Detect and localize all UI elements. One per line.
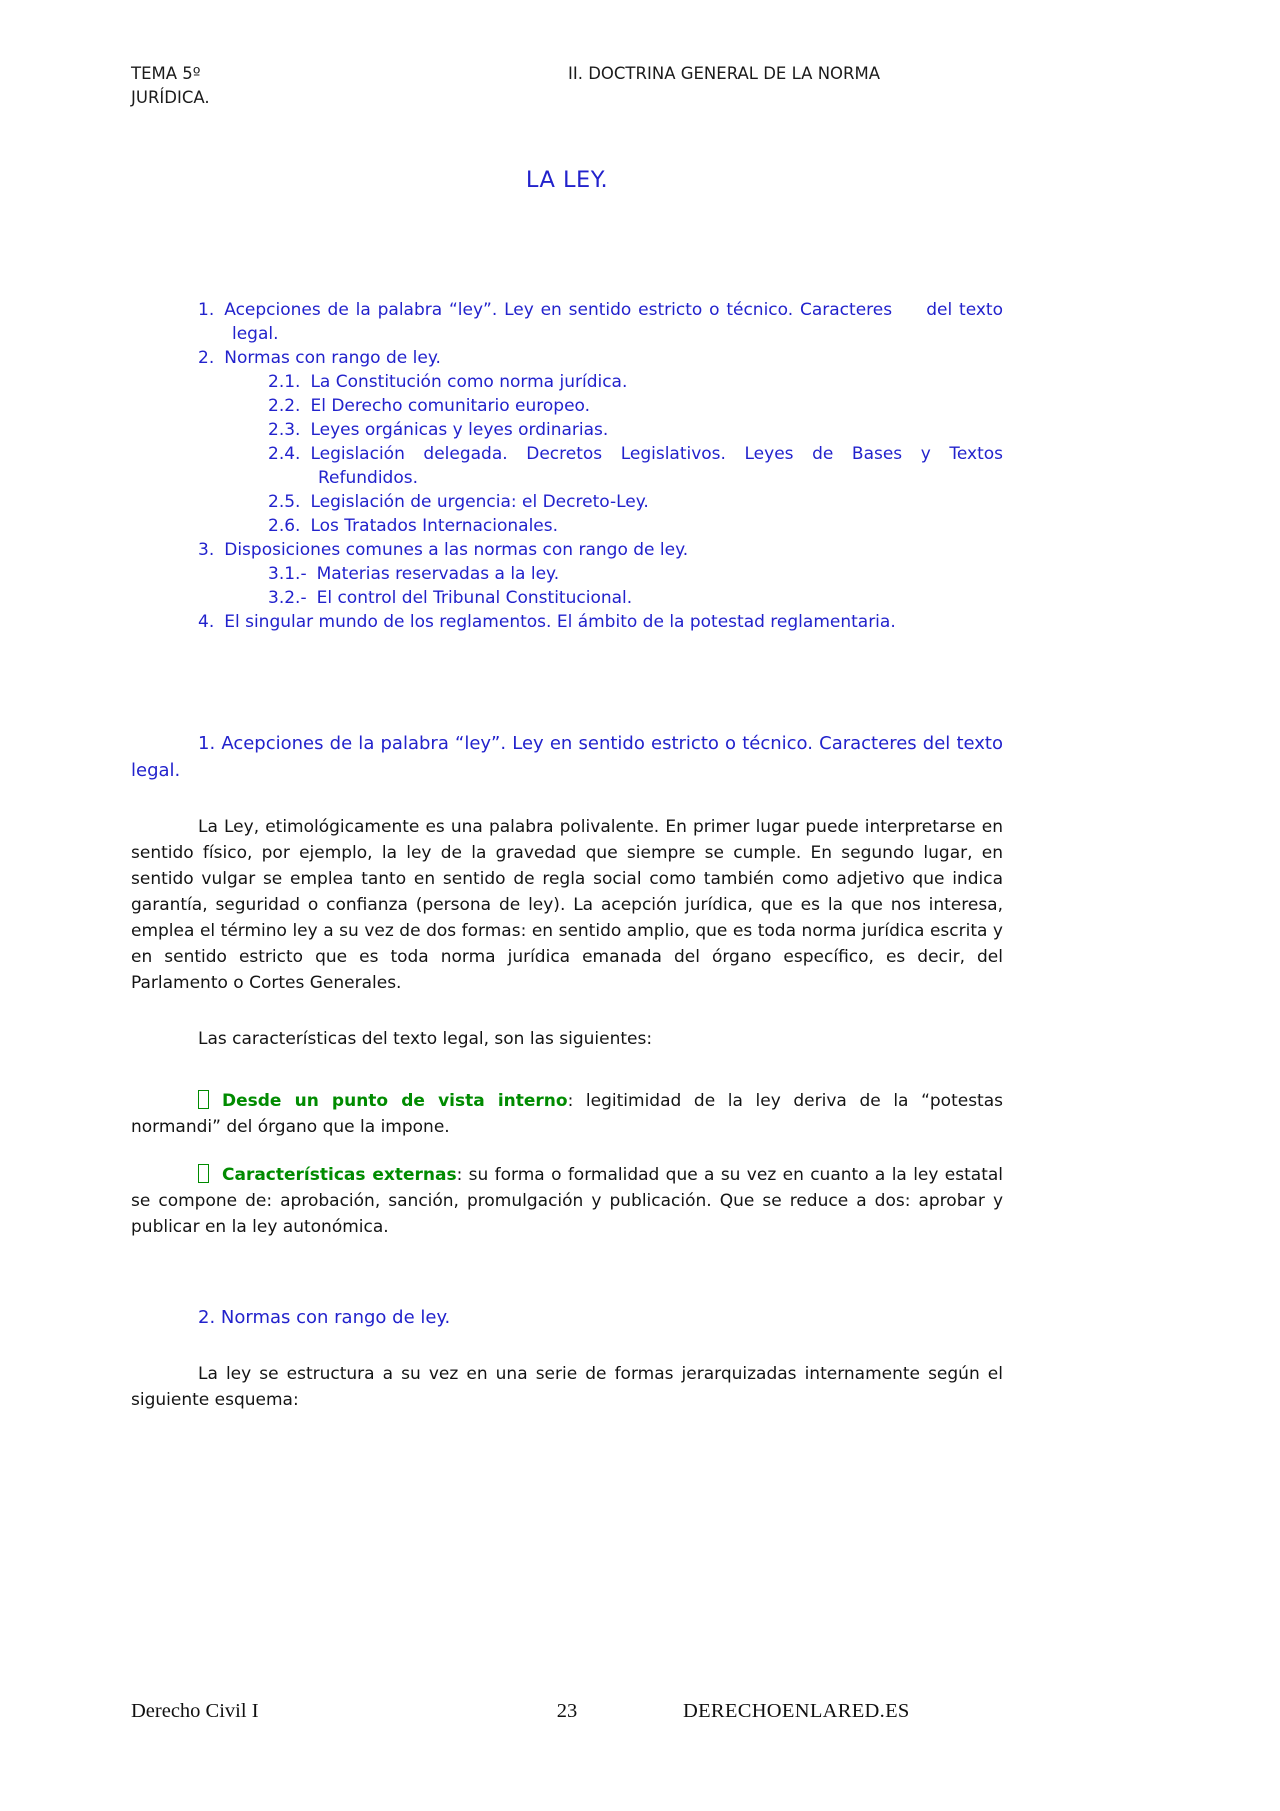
- outline-text: Legislación delegada. Decretos Legislativos. Leyes de Bases y Textos Refundidos.: [310, 444, 1003, 488]
- outline-number: 3.: [198, 540, 215, 560]
- outline-text: Acepciones de la palabra “ley”. Ley en sentido estricto o técnico. Caracteres del texto legal.: [224, 300, 1003, 344]
- header-topic-line2: JURÍDICA.: [131, 88, 210, 107]
- outline-item-4: [131, 610, 1003, 634]
- outline-item-3-2: [131, 586, 1003, 610]
- outline-number: 3.1.-: [268, 564, 307, 584]
- outline-number: 1.: [198, 300, 215, 320]
- outline-text: Los Tratados Internacionales.: [310, 516, 559, 536]
- outline-item-1: [131, 298, 1003, 346]
- outline-item-2-5: [131, 490, 1003, 514]
- bullet-text: : legitimidad de la ley deriva de la “potestas normandi” del órgano que la impone.: [131, 1091, 1003, 1137]
- header-section-title: II. DOCTRINA GENERAL DE LA NORMA: [568, 64, 881, 83]
- outline-item-2: [131, 346, 1003, 370]
- bullet-label: Desde un punto de vista interno: [222, 1091, 568, 1111]
- outline-item-2-1: [131, 370, 1003, 394]
- footer-course-name: Derecho Civil I: [131, 1700, 259, 1722]
- outline-number: 4.: [198, 612, 215, 632]
- document-title: LA LEY.: [525, 167, 609, 193]
- outline-text: Normas con rango de ley.: [224, 348, 441, 368]
- outline-number: 2.3.: [268, 420, 301, 440]
- page-header: [131, 62, 1003, 110]
- outline-text: Legislación de urgencia: el Decreto-Ley.: [310, 492, 649, 512]
- outline-number: 2.2.: [268, 396, 301, 416]
- outline-text: Materias reservadas a la ley.: [316, 564, 560, 584]
- outline-text: El control del Tribunal Constitucional.: [316, 588, 633, 608]
- bullet-text: : su forma o formalidad que a su vez en cuanto a la ley estatal se compone de: aprobación, sanción, promulgación y publicación. Que se reduce a dos: aprobar y publicar en la ley autonómica.: [131, 1165, 1003, 1237]
- toc-outline: [131, 298, 1003, 634]
- outline-item-2-3: [131, 418, 1003, 442]
- page-footer: [131, 1700, 1003, 1726]
- box-bullet-icon: [198, 1164, 209, 1183]
- bullet-internal: [131, 1088, 1003, 1140]
- outline-item-3: [131, 538, 1003, 562]
- outline-number: 2.6.: [268, 516, 301, 536]
- outline-number: 2.: [198, 348, 215, 368]
- bullet-external: [131, 1162, 1003, 1240]
- outline-item-2-4: [131, 442, 1003, 490]
- outline-item-2-2: [131, 394, 1003, 418]
- outline-text: Leyes orgánicas y leyes ordinarias.: [310, 420, 609, 440]
- outline-number: 2.4.: [268, 444, 301, 464]
- section-1-paragraph-2: Las características del texto legal, son las siguientes:: [198, 1029, 653, 1049]
- outline-number: 2.1.: [268, 372, 301, 392]
- outline-number: 3.2.-: [268, 588, 307, 608]
- outline-text: El singular mundo de los reglamentos. El ámbito de la potestad reglamentaria.: [224, 612, 896, 632]
- outline-item-2-6: [131, 514, 1003, 538]
- header-topic-line1: TEMA 5º: [131, 64, 201, 83]
- section-1-heading: 1. Acepciones de la palabra “ley”. Ley en sentido estricto o técnico. Caracteres del texto legal.: [131, 733, 1003, 781]
- footer-page-number: 23: [556, 1700, 578, 1722]
- outline-item-3-1: [131, 562, 1003, 586]
- bullet-label: Características externas: [222, 1165, 457, 1185]
- section-2-paragraph-1: La ley se estructura a su vez en una serie de formas jerarquizadas internamente según el siguiente esquema:: [131, 1364, 1003, 1410]
- box-bullet-icon: [198, 1090, 209, 1109]
- outline-text: El Derecho comunitario europeo.: [310, 396, 591, 416]
- outline-text: La Constitución como norma jurídica.: [310, 372, 628, 392]
- outline-number: 2.5.: [268, 492, 301, 512]
- section-1-paragraph-1: La Ley, etimológicamente es una palabra polivalente. En primer lugar puede interpretarse en sentido físico, por ejemplo, la ley de la gravedad que siempre se cumple. En segundo lugar, en sentido vulgar se emplea tanto en sentido de regla social como también como adjetivo que indica garantía, seguridad o confianza (persona de ley). La acepción jurídica, que es la que nos interesa, emplea el término ley a su vez de dos formas: en sentido amplio, que es toda norma jurídica escrita y en sentido estricto que es toda norma jurídica emanada del órgano específico, es decir, del Parlamento o Cortes Generales.: [131, 817, 1003, 993]
- outline-text: Disposiciones comunes a las normas con rango de ley.: [224, 540, 689, 560]
- footer-website: DERECHOENLARED.ES: [683, 1700, 910, 1722]
- section-2-heading: 2. Normas con rango de ley.: [198, 1307, 451, 1328]
